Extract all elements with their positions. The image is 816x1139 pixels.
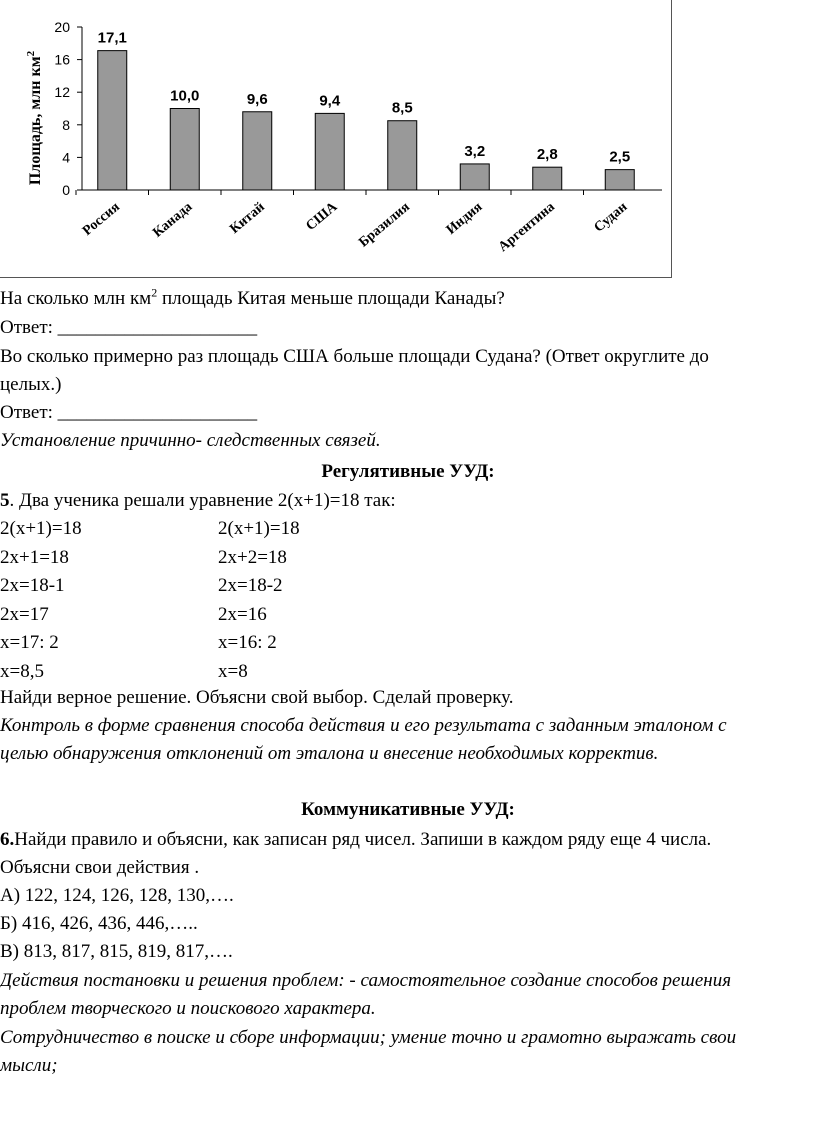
data-label: 9,4 [319, 92, 341, 110]
solution-b-step: х=16: 2 [218, 632, 277, 653]
bar [170, 109, 199, 191]
data-label: 2,5 [609, 148, 631, 166]
heading-regulative: Регулятивные УУД: [321, 461, 495, 482]
bar [605, 170, 634, 190]
solution-a-step: 2(х+1)=18 [0, 518, 82, 539]
solution-a-step: х=8,5 [0, 660, 44, 682]
solution-row [0, 544, 816, 572]
note-problems-line-2: проблем творческого и поискового характера. [0, 998, 376, 1019]
note-problems-line-1: Действия постановки и решения проблем: - самостоятельное создание способов решения [0, 970, 732, 991]
category-label: Аргентина [495, 199, 558, 256]
data-label: 2,8 [536, 146, 558, 164]
category-label: Китай [227, 199, 268, 237]
solution-b-step: 2х=16 [218, 603, 267, 625]
solution-row [0, 658, 816, 686]
solution-row [0, 629, 816, 657]
bar-chart [0, 0, 672, 278]
solution-b-step: х=8 [218, 660, 248, 682]
solution-a-step: 2х=18-1 [0, 575, 65, 596]
answer-line-1: Ответ: _____________________ [0, 317, 258, 338]
note-causal: Установление причинно- следственных связей. [0, 430, 381, 451]
solution-a-step: х=17: 2 [0, 632, 59, 653]
y-tick-label: 0 [62, 182, 70, 198]
y-tick-label: 20 [54, 19, 70, 35]
heading-communicative: Коммуникативные УУД: [301, 799, 515, 820]
task-6: 6.Найди правило и объясни, как записан ряд чисел. Запиши в каждом ряду еще 4 числа. [0, 829, 712, 850]
bar [533, 167, 562, 190]
question-1: На сколько млн $км^2$ площадь Китая меньше площади Канады? [0, 285, 505, 309]
data-label: 17,1 [97, 29, 127, 47]
row-a: А) 122, 124, 126, 128, 130,…. [0, 885, 234, 906]
category-label: Судан [591, 199, 631, 236]
task-5-question: Найди верное решение. Объясни свой выбор. Сделай проверку. [0, 687, 514, 708]
solution-row [0, 515, 816, 543]
category-label: Индия [443, 199, 486, 238]
bar [460, 164, 489, 190]
question-2-line-1: Во сколько примерно раз площадь США больше площади Судана? (Ответ округлите до [0, 346, 709, 367]
y-tick-label: 4 [62, 149, 70, 166]
category-label: Канада [150, 199, 196, 241]
category-label: Россия [80, 199, 123, 239]
bar [98, 51, 127, 190]
data-label: 3,2 [464, 142, 486, 160]
solution-row [0, 601, 816, 629]
solution-b-step: 2х+2=18 [218, 546, 287, 568]
y-tick-label: 8 [62, 116, 70, 133]
solution-b-step: 2(х+1)=18 [218, 518, 300, 539]
question-2-line-2: целых.) [0, 374, 62, 395]
data-label: 10,0 [170, 87, 200, 105]
solution-row [0, 572, 816, 600]
category-label: Бразилия [356, 199, 413, 251]
solution-a-step: 2х+1=18 [0, 546, 69, 568]
data-label: 8,5 [391, 99, 413, 117]
solution-b-step: 2х=18-2 [218, 575, 283, 596]
answer-line-2: Ответ: _____________________ [0, 402, 258, 423]
bar [243, 112, 272, 190]
data-label: 9,6 [246, 90, 268, 108]
bar [315, 113, 344, 190]
y-tick-label: 16 [54, 51, 70, 68]
row-c: В) 813, 817, 815, 819, 817,…. [0, 941, 233, 962]
task-5: 5. Два ученика решали уравнение 2(х+1)=18 так: [0, 490, 396, 511]
note-cooperation-line-2: мысли; [0, 1055, 58, 1076]
note-control-line-1: Контроль в форме сравнения способа действия и его результата с заданным эталоном с [0, 715, 727, 736]
solution-a-step: 2х=17 [0, 603, 49, 625]
y-tick-label: 12 [54, 84, 70, 101]
note-cooperation-line-1: Сотрудничество в поиске и сборе информации; умение точно и грамотно выражать свои [0, 1027, 737, 1048]
task-6-line-2: Объясни свои действия . [0, 857, 200, 878]
note-control-line-2: целью обнаружения отклонений от эталона и внесение необходимых корректив. [0, 743, 659, 764]
category-label: США [303, 199, 341, 234]
bar [388, 121, 417, 190]
row-b: Б) 416, 426, 436, 446,….. [0, 913, 198, 934]
y-axis-label: Площадь, млн $км^2$ [25, 50, 44, 186]
